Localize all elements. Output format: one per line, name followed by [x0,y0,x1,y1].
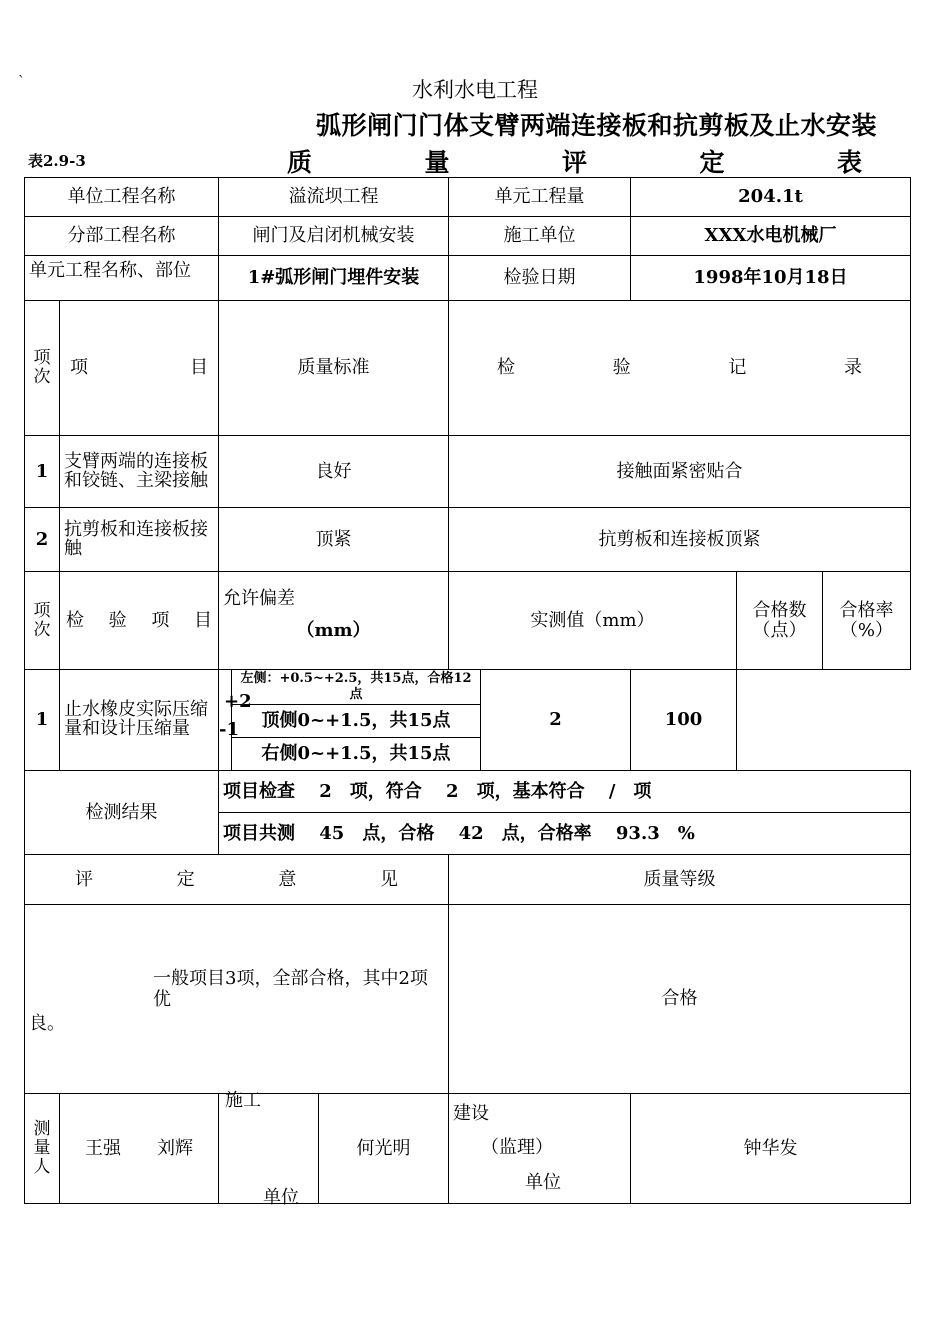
result-row [25,771,911,813]
main-row-standard: 顶紧 [219,508,449,572]
info-row-unit [25,178,911,217]
main-row-no: 2 [25,508,60,572]
opinion-text: 一般项目3项，全部合格，其中2项优 良。 [25,905,449,1094]
info-row-element [25,256,911,301]
main-row-record: 抗剪板和连接板顶紧 [449,508,911,572]
general-row [25,670,911,705]
sub-project-value: 闸门及启闭机械安装 [219,217,449,256]
contractor-label: 施工单位 [449,217,631,256]
general-row-pass-count: 2 [481,670,631,771]
seq-header: 项次 [25,301,60,436]
unit-project-value: 溢流坝工程 [219,178,449,217]
general-row-tolerance: +2 -1 [219,670,232,771]
measure-top: 顶侧0~+1.5，共15点 [232,705,481,738]
title-form: 质 量 评 定 表 [287,148,862,177]
measure-left: 左侧：+0.5~+2.5，共15点，合格12点 [232,670,481,705]
record-header: 检 验 记 录 [449,301,911,436]
contractor-value: XXX水电机械厂 [631,217,911,256]
sub-project-label: 分部工程名称 [25,217,219,256]
main-row-item: 抗剪板和连接板接触 [60,508,219,572]
main-row-no: 1 [25,436,60,508]
main-row-standard: 良好 [219,436,449,508]
info-row-sub [25,217,911,256]
measure-right: 右侧0~+1.5，共15点 [232,738,481,771]
inspect-item-header: 检 验 项 目 [60,572,219,670]
grade-value: 合格 [449,905,911,1094]
main-row-item: 支臂两端的连接板和铰链、主梁接触 [60,436,219,508]
measured-header: 实测值（mm） [449,572,737,670]
main-row [25,508,911,572]
general-row-pass-rate: 100 [631,670,737,771]
quality-form-table [24,177,911,1209]
tolerance-header: 允许偏差 （mm） [219,572,449,670]
general-row-item: 止水橡皮实际压缩量和设计压缩量 [60,670,219,771]
result-line-1: 项目检查 2 项，符合 2 项，基本符合 / 项 [219,771,911,813]
tick-mark: ` [18,74,25,90]
item-header: 项 目 [60,301,219,436]
construction-unit-label: 施工 单位 [219,1094,319,1204]
construction-person: 何光明 [319,1094,449,1204]
element-value: 1#弧形闸门埋件安装 [219,256,449,301]
grade-header: 质量等级 [449,855,911,905]
evaluation-header-row [25,855,911,905]
main-row-record: 接触面紧密贴合 [449,436,911,508]
unit-project-label: 单位工程名称 [25,178,219,217]
signature-row [25,1094,911,1204]
date-label: 检验日期 [449,256,631,301]
title-sub: 弧形闸门门体支臂两端连接板和抗剪板及止水安装 [316,111,878,140]
result-label: 检测结果 [25,771,219,855]
unit-qty-label: 单元工程量 [449,178,631,217]
owner-unit-label: 建设 （监理） 单位 [449,1094,631,1204]
evaluation-row [25,905,911,1094]
date-value: 1998年10月18日 [631,256,911,301]
measurer-names: 王强 刘辉 [60,1094,219,1204]
title-main: 水利水电工程 [412,78,538,102]
standard-header: 质量标准 [219,301,449,436]
main-header-row [25,301,911,436]
pass-count-header: 合格数（点） [737,572,823,670]
opinion-header: 评 定 意 见 [25,855,449,905]
element-label: 单元工程名称、部位 [25,256,219,301]
form-code: 表2.9-3 [28,152,86,170]
unit-qty-value: 204.1t [631,178,911,217]
main-row [25,436,911,508]
measurer-label: 测量人 [25,1094,60,1204]
general-row-no: 1 [25,670,60,771]
general-header-row [25,572,911,670]
owner-person: 钟华发 [631,1094,911,1204]
result-line-2: 项目共测 45 点，合格 42 点，合格率 93.3 % [219,813,911,855]
seq-header: 项次 [25,572,60,670]
pass-rate-header: 合格率（%） [823,572,911,670]
